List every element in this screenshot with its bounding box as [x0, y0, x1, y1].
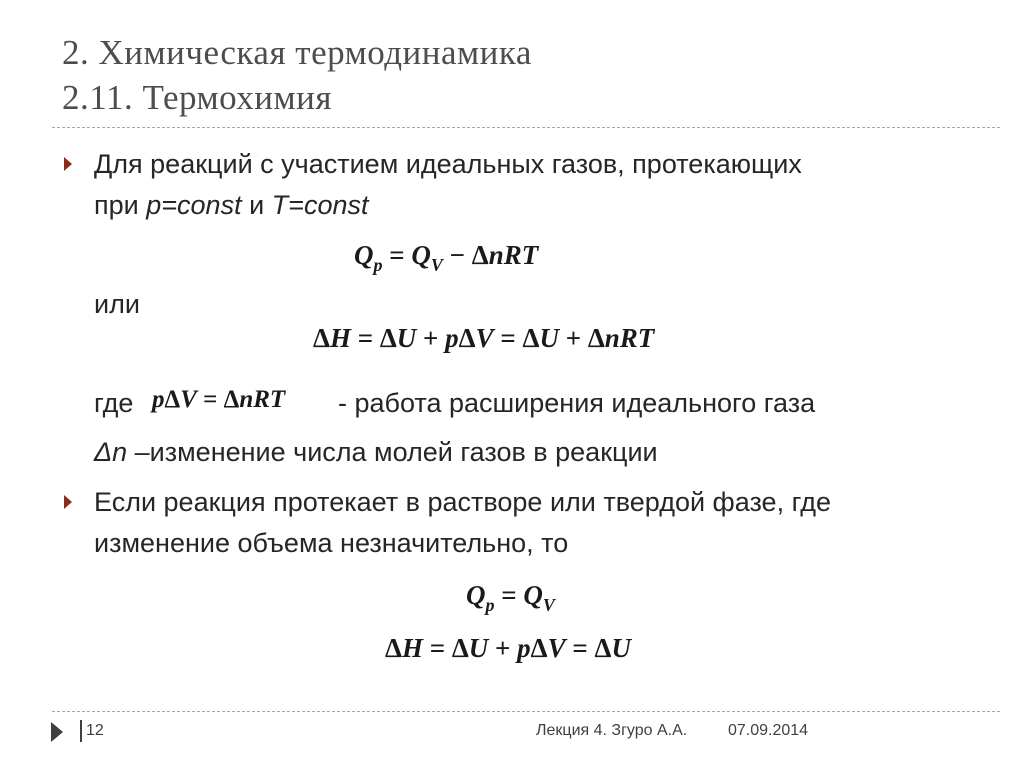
- where-text: где: [94, 388, 134, 418]
- sym: H: [401, 633, 423, 663]
- formula-qp-qv-dnrt: [354, 240, 539, 275]
- sym: V: [547, 633, 566, 663]
- sym: Q: [523, 580, 543, 610]
- formula-dh: [313, 323, 654, 354]
- delta: Δ: [313, 323, 330, 353]
- op: +: [488, 633, 518, 663]
- op: =: [196, 386, 224, 413]
- sym: nRT: [488, 240, 539, 270]
- delta: Δ: [385, 633, 402, 663]
- title-line-2: 2.11. Термохимия: [62, 78, 332, 117]
- op: +: [558, 323, 588, 353]
- sym: nRT: [239, 386, 286, 413]
- bullet-1-line-1: Для реакций с участием идеальных газов, протекающих: [94, 149, 802, 179]
- title-divider: [52, 127, 1000, 128]
- sym: Q: [354, 240, 374, 270]
- op: =: [350, 323, 380, 353]
- bullet-2-line-2: изменение объема незначительно, то: [94, 528, 569, 558]
- sym: Q: [411, 240, 431, 270]
- footer-arrow-icon: [51, 722, 63, 742]
- sym: U: [396, 323, 417, 353]
- op: =: [565, 633, 595, 663]
- op: =: [382, 240, 412, 270]
- footer-date: 07.09.2014: [728, 722, 809, 739]
- op: =: [494, 580, 524, 610]
- title-line-1: 2. Химическая термодинамика: [62, 33, 532, 72]
- delta: Δ: [522, 323, 540, 353]
- dn-definition: [94, 432, 658, 472]
- bullet-arrow-icon: [64, 495, 72, 509]
- op: +: [416, 323, 446, 353]
- bullet-2-line-1: Если реакция протекает в растворе или твердой фазе, где: [94, 487, 831, 517]
- footer-divider: [52, 711, 1000, 712]
- bullet-arrow-icon: [64, 157, 72, 171]
- sub: p: [373, 255, 383, 275]
- delta: Δ: [530, 633, 548, 663]
- sym: p: [152, 386, 165, 413]
- delta: Δ: [164, 386, 181, 413]
- op: =: [493, 323, 523, 353]
- sub: V: [542, 595, 555, 615]
- dn-label: Δn: [94, 437, 128, 467]
- delta: Δ: [379, 323, 397, 353]
- text-prefix: при: [94, 190, 147, 220]
- bullet-1-line-2: [94, 185, 368, 225]
- sym: p: [517, 633, 531, 663]
- or-text: или: [94, 289, 140, 319]
- sym: V: [180, 386, 197, 413]
- formula-pdv: [152, 386, 285, 414]
- work-description: - работа расширения идеального газа: [338, 388, 816, 418]
- delta: Δ: [471, 240, 489, 270]
- delta: Δ: [594, 633, 612, 663]
- delta: Δ: [587, 323, 605, 353]
- slide-title: [62, 30, 532, 120]
- formula-dh-du: [385, 633, 631, 664]
- const-1: =const: [161, 190, 242, 220]
- sym: U: [539, 323, 559, 353]
- page-number: 12: [86, 722, 104, 739]
- sym: H: [329, 323, 351, 353]
- const-2: =const: [288, 190, 369, 220]
- sym: U: [468, 633, 489, 663]
- delta: Δ: [451, 633, 469, 663]
- sym: p: [445, 323, 459, 353]
- var-p: p: [146, 190, 162, 220]
- op: =: [422, 633, 452, 663]
- op: −: [442, 240, 472, 270]
- dn-text: –изменение числа молей газов в реакции: [127, 437, 658, 467]
- sym: nRT: [604, 323, 655, 353]
- delta: Δ: [223, 386, 240, 413]
- footer-lecture: Лекция 4. Згуро А.А.: [536, 722, 688, 739]
- formula-qp-qv: [466, 580, 555, 615]
- sym: V: [475, 323, 494, 353]
- sym: U: [611, 633, 631, 663]
- footer-separator: [80, 720, 82, 742]
- sym: Q: [466, 580, 486, 610]
- sub: p: [485, 595, 495, 615]
- sub: V: [430, 255, 443, 275]
- delta: Δ: [458, 323, 476, 353]
- conj-and: и: [241, 190, 272, 220]
- var-T: T: [271, 190, 289, 220]
